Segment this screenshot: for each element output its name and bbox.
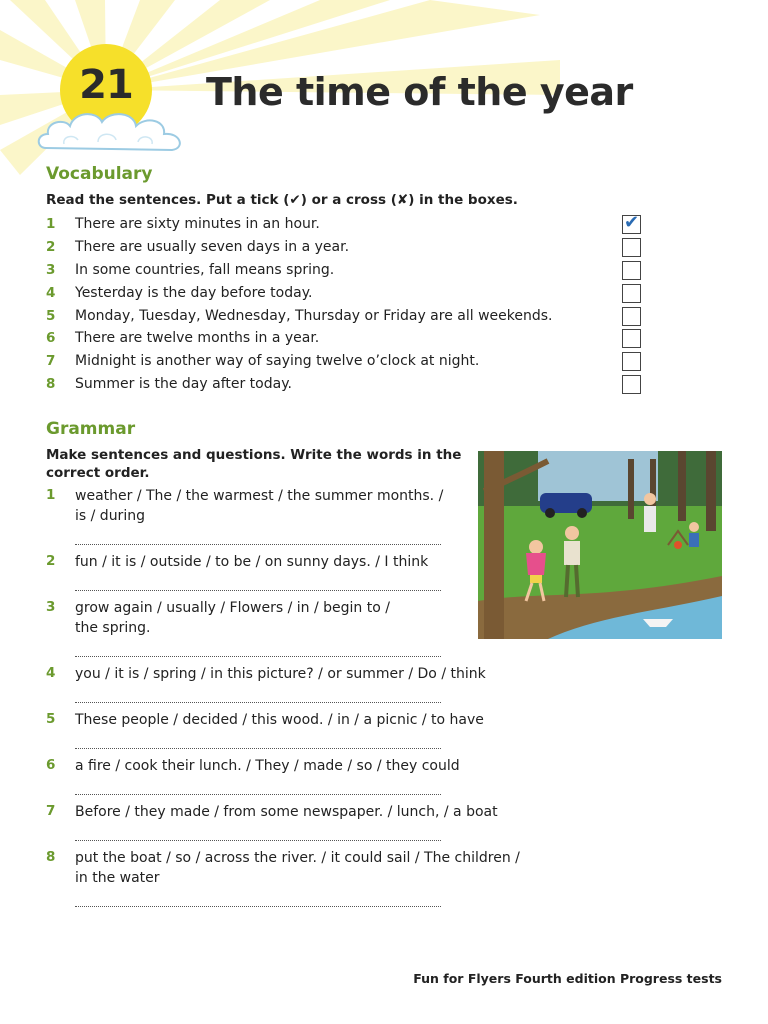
item-number: 6 bbox=[46, 757, 56, 773]
item-number: 3 bbox=[46, 261, 56, 278]
answer-checkbox[interactable] bbox=[622, 238, 641, 257]
answer-line[interactable] bbox=[75, 840, 441, 841]
answer-line[interactable] bbox=[75, 702, 441, 703]
item-number: 5 bbox=[46, 307, 56, 324]
item-sentence: There are usually seven days in a year. bbox=[75, 238, 350, 255]
scrambled-words: These people / decided / this wood. / in / a picnic / to have bbox=[75, 712, 484, 728]
vocabulary-heading: Vocabulary bbox=[46, 164, 153, 184]
vocab-item bbox=[46, 237, 646, 260]
vocab-item bbox=[46, 283, 646, 306]
answer-checkbox[interactable] bbox=[622, 261, 641, 280]
grammar-instruction-line1: Make sentences and questions. Write the words in the bbox=[46, 447, 462, 463]
page-title: The time of the year bbox=[206, 70, 633, 114]
item-number: 8 bbox=[46, 376, 56, 393]
answer-line[interactable] bbox=[75, 544, 441, 545]
item-number: 7 bbox=[46, 353, 56, 370]
unit-number: 21 bbox=[79, 62, 133, 108]
item-number: 6 bbox=[46, 330, 56, 347]
scrambled-words-continued: in the water bbox=[75, 870, 160, 886]
item-number: 8 bbox=[46, 849, 56, 865]
vocab-item bbox=[46, 306, 646, 329]
item-number: 7 bbox=[46, 803, 56, 819]
item-number: 2 bbox=[46, 553, 56, 569]
scrambled-words: weather / The / the warmest / the summer months. / bbox=[75, 488, 444, 504]
item-sentence: There are twelve months in a year. bbox=[75, 330, 320, 347]
answer-line[interactable] bbox=[75, 748, 441, 749]
item-sentence: Summer is the day after today. bbox=[75, 376, 292, 393]
answer-line[interactable] bbox=[75, 590, 441, 591]
answer-line[interactable] bbox=[75, 906, 441, 907]
item-number: 1 bbox=[46, 216, 56, 232]
item-sentence: There are sixty minutes in an hour. bbox=[75, 216, 320, 232]
vocab-item bbox=[46, 374, 646, 397]
item-number: 4 bbox=[46, 665, 56, 681]
vocab-item bbox=[46, 328, 646, 351]
item-number: 1 bbox=[46, 487, 56, 503]
vocabulary-list bbox=[46, 214, 646, 397]
answer-checkbox[interactable] bbox=[622, 352, 641, 371]
vocab-item bbox=[46, 214, 646, 237]
item-sentence: Yesterday is the day before today. bbox=[75, 284, 313, 301]
item-number: 4 bbox=[46, 284, 56, 301]
grammar-heading: Grammar bbox=[46, 419, 136, 439]
tick-mark: ✔ bbox=[624, 212, 640, 233]
item-sentence: Midnight is another way of saying twelve o’clock at night. bbox=[75, 353, 480, 370]
scrambled-words-continued: is / during bbox=[75, 508, 145, 524]
answer-checkbox[interactable] bbox=[622, 329, 641, 348]
answer-checkbox[interactable] bbox=[622, 307, 641, 326]
item-number: 2 bbox=[46, 238, 56, 255]
picnic-illustration bbox=[478, 451, 722, 639]
item-sentence: Monday, Tuesday, Wednesday, Thursday or Friday are all weekends. bbox=[75, 307, 553, 324]
item-number: 3 bbox=[46, 599, 56, 615]
scrambled-words: grow again / usually / Flowers / in / begin to / bbox=[75, 600, 390, 616]
footer-text: Fun for Flyers Fourth edition Progress tests bbox=[413, 971, 722, 986]
item-number: 5 bbox=[46, 711, 56, 727]
answer-checkbox[interactable] bbox=[622, 375, 641, 394]
scrambled-words-continued: the spring. bbox=[75, 620, 151, 636]
vocab-item bbox=[46, 351, 646, 374]
scrambled-words: fun / it is / outside / to be / on sunny days. / I think bbox=[75, 554, 429, 570]
cloud-icon bbox=[34, 104, 194, 160]
scrambled-words: you / it is / spring / in this picture? / or summer / Do / think bbox=[75, 666, 486, 682]
scrambled-words: put the boat / so / across the river. / it could sail / The children / bbox=[75, 850, 520, 866]
answer-line[interactable] bbox=[75, 656, 441, 657]
vocabulary-instruction: Read the sentences. Put a tick (✔) or a cross (✘) in the boxes. bbox=[46, 192, 518, 208]
vocab-item bbox=[46, 260, 646, 283]
answer-checkbox[interactable] bbox=[622, 284, 641, 303]
answer-line[interactable] bbox=[75, 794, 441, 795]
answer-checkbox[interactable] bbox=[622, 212, 641, 234]
grammar-instruction-line2: correct order. bbox=[46, 465, 150, 481]
scrambled-words: Before / they made / from some newspaper. / lunch, / a boat bbox=[75, 804, 498, 820]
scrambled-words: a fire / cook their lunch. / They / made / so / they could bbox=[75, 758, 460, 774]
item-sentence: In some countries, fall means spring. bbox=[75, 261, 335, 278]
